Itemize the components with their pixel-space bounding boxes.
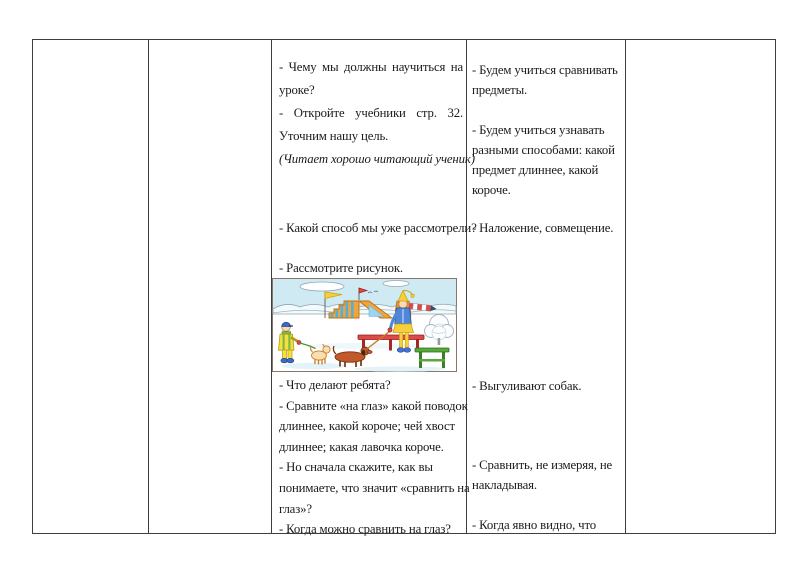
text-line: Уточним нашу цель.: [279, 129, 389, 143]
text-line: - Какой способ мы уже рассмотрели?: [279, 221, 477, 235]
text-line: уроке?: [279, 83, 315, 97]
text-line: - Наложение, совмещение.: [472, 221, 614, 235]
illustration-children-walking-dogs: [272, 278, 457, 372]
text-line: - Будем учиться узнавать: [472, 123, 605, 137]
table-cell-empty-second: [149, 40, 272, 533]
table-cell-empty-right: [626, 40, 775, 533]
boy-jacket: [279, 334, 295, 350]
text-line: - Сравнить, не измеряя, не: [472, 458, 613, 472]
teacher-method-question: [279, 218, 477, 239]
dachshund-ear: [362, 350, 365, 356]
text-line: - Когда можно сравнить на глаз?: [279, 522, 451, 537]
table-cell-student-answers: [467, 40, 626, 533]
text-line: - Выгуливают собак.: [472, 379, 582, 393]
text-line: длиннее; какая лавочка короче.: [279, 439, 444, 454]
teacher-compare-paragraph: [279, 375, 470, 540]
student-answer-6: [472, 515, 623, 536]
teacher-goal-paragraph: [279, 56, 475, 171]
text-line: - Будем учиться сравнивать: [472, 63, 618, 77]
dogs-walk-drawing: [272, 278, 457, 372]
student-answer-3: [472, 218, 623, 239]
text-line: - Чему мы должны научиться на: [279, 60, 463, 74]
text-line: - Рассмотрите рисунок.: [279, 261, 403, 275]
text-line: накладывая.: [472, 478, 537, 492]
text-line: длиннее, какой короче; чей хвост: [279, 419, 455, 434]
text-line: глаз»?: [279, 501, 312, 516]
text-line: предметы.: [472, 83, 528, 97]
tree-trunk: [438, 338, 441, 345]
text-line: - Но сначала скажите, как вы: [279, 460, 433, 475]
teacher-look-at-picture: [279, 258, 463, 279]
table-cell-empty-left: [33, 40, 149, 533]
reader-note-line: (Читает хорошо читающий ученик): [279, 152, 475, 166]
text-line: - Сравните «на глаз» какой поводок: [279, 398, 468, 413]
text-line: предмет длиннее, какой: [472, 163, 599, 177]
text-line: - Что делают ребята?: [279, 378, 391, 392]
girl-mitten: [388, 328, 392, 332]
text-line: - Когда явно видно, что: [472, 518, 596, 532]
student-answer-5: [472, 455, 623, 495]
student-answer-4: [472, 376, 623, 397]
student-answer-1: [472, 60, 623, 100]
lesson-plan-table: [32, 39, 776, 537]
text-line: - Откройте учебники стр. 32.: [279, 106, 463, 120]
text-line: короче.: [472, 183, 511, 197]
text-line: разными способами: какой: [472, 143, 615, 157]
girl-skirt: [393, 324, 414, 333]
text-line: понимаете, что значит «сравнить на: [279, 480, 470, 495]
student-answer-2: [472, 120, 623, 200]
table-cell-teacher-activity: [272, 40, 477, 537]
